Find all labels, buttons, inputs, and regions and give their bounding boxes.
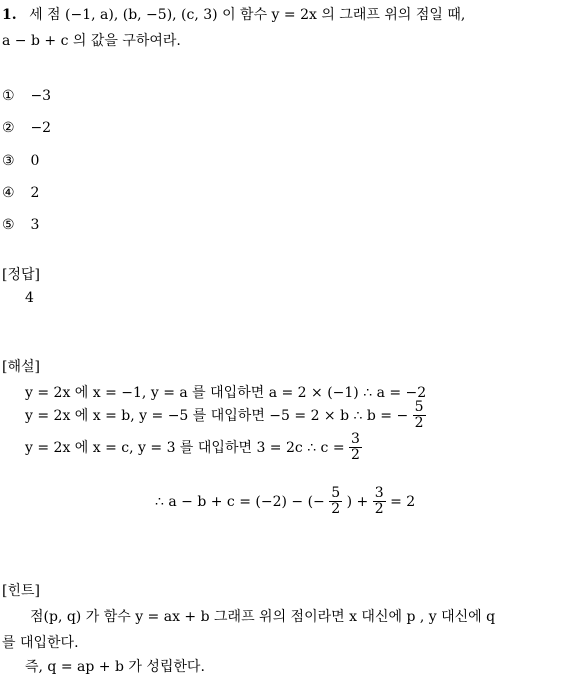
choice-mark: ② (2, 120, 15, 136)
explanation-line-3-text: y = 2x 에 x = c, y = 3 를 대입하면 3 = 2c ∴ c = (25, 439, 345, 456)
choice-mark: ⑤ (2, 217, 15, 233)
choice-1[interactable] (2, 88, 51, 104)
choice-value: 2 (30, 185, 40, 201)
choice-mark: ④ (2, 185, 15, 201)
fraction-three-halves (349, 432, 362, 464)
fraction-five-halves (413, 400, 426, 432)
fraction-numerator: 5 (414, 399, 424, 415)
explanation-conclusion (155, 486, 415, 518)
choice-value: −2 (30, 120, 52, 136)
fraction-denominator: 2 (331, 501, 341, 518)
fraction-five-halves (329, 486, 342, 518)
choice-mark: ① (2, 88, 15, 104)
conclusion-text-b: ) + (346, 493, 369, 510)
hint-line-1: 점(p, q) 가 함수 y = ax + b 그래프 위의 점이라면 x 대신에 p , y 대신에 q (30, 609, 496, 625)
explanation-line-1: y = 2x 에 x = −1, y = a 를 대입하면 a = 2 × (−1) ∴ a = −2 (25, 385, 427, 401)
answer-heading: [정답] (2, 267, 40, 283)
problem-text-1: 세 점 (−1, a), (b, −5), (c, 3) 이 함수 y = 2x 의 그래프 위의 점일 때, (29, 7, 466, 23)
explanation-heading: [해설] (2, 359, 40, 375)
choice-4[interactable] (2, 185, 39, 201)
problem-statement-line-1 (2, 4, 465, 24)
hint-heading: [힌트] (2, 583, 40, 599)
choice-3[interactable] (2, 153, 39, 169)
conclusion-text-c: = 2 (390, 493, 416, 510)
fraction-numerator: 5 (331, 485, 341, 501)
problem-text-2: a − b + c 의 값을 구하여라. (2, 33, 181, 49)
fraction-denominator: 2 (374, 501, 384, 518)
choice-value: 0 (30, 153, 40, 169)
problem-statement-line-2 (2, 30, 181, 50)
choice-2[interactable] (2, 120, 51, 136)
hint-line-3: 즉, q = ap + b 가 성립한다. (25, 659, 205, 675)
hint-line-2: 를 대입한다. (2, 635, 79, 651)
explanation-line-2-text: y = 2x 에 x = b, y = −5 를 대입하면 −5 = 2 × b ∴ b = − (25, 407, 409, 424)
conclusion-text-a: ∴ a − b + c = (−2) − (− (155, 493, 325, 510)
fraction-numerator: 3 (374, 485, 384, 501)
fraction-denominator: 2 (414, 415, 424, 432)
problem-number: 1. (2, 7, 17, 23)
explanation-line-3 (25, 432, 362, 464)
explanation-line-2 (25, 400, 426, 432)
answer-value: 4 (25, 290, 34, 306)
fraction-three-halves (373, 486, 386, 518)
choice-5[interactable] (2, 217, 39, 233)
choice-value: −3 (30, 88, 52, 104)
choice-value: 3 (30, 217, 40, 233)
choice-mark: ③ (2, 153, 15, 169)
fraction-numerator: 3 (351, 431, 360, 447)
fraction-denominator: 2 (351, 447, 360, 464)
